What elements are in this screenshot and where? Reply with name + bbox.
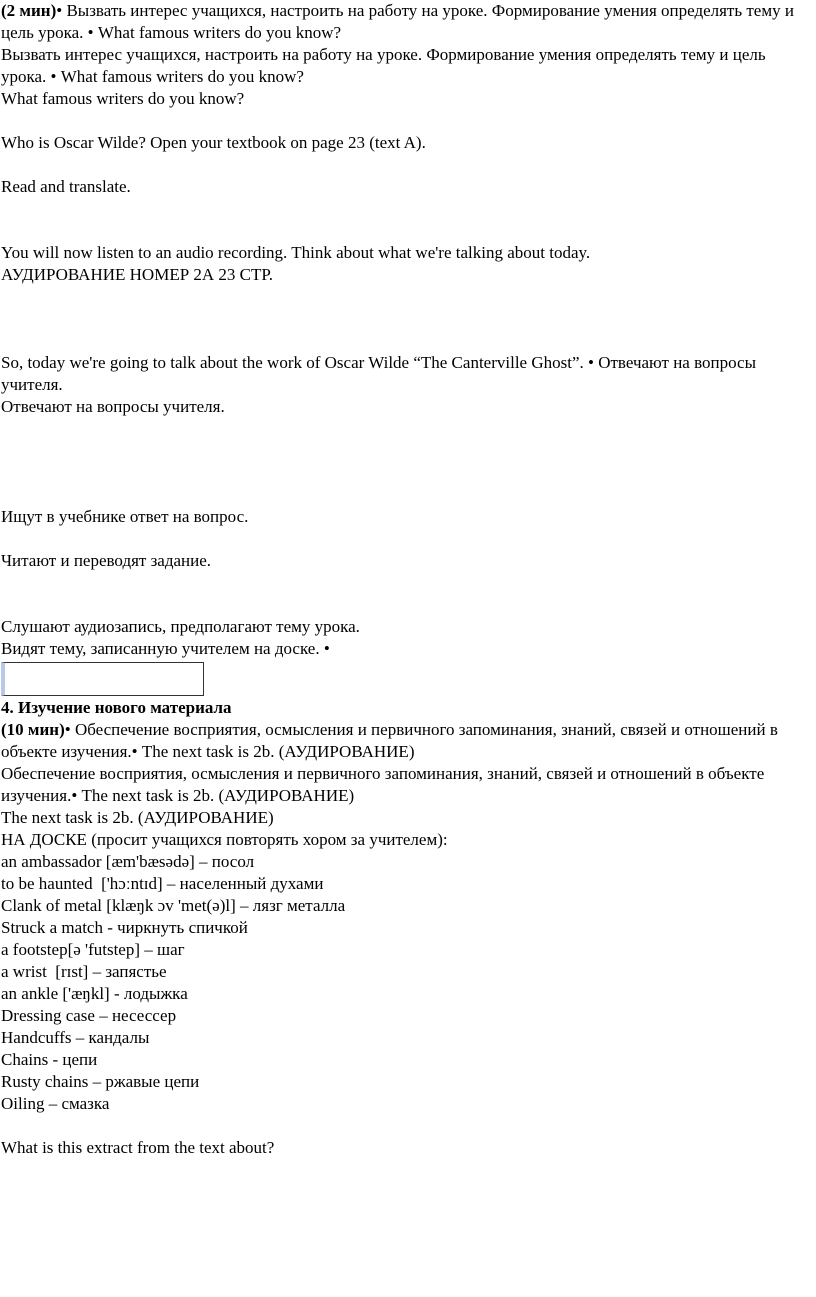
vocab-item: an ambassador [æm'bæsədə] – посол (1, 852, 255, 871)
vocab-item: Struck a match - чиркнуть спичкой (1, 918, 248, 937)
empty-table-cell (1, 662, 204, 696)
student-answer: Отвечают на вопросы учителя. (1, 397, 225, 416)
student-see-topic: Видят тему, записанную учителем на доске. • (1, 639, 330, 658)
vocab-item: an ankle ['æŋkl] - лодыжка (1, 984, 188, 1003)
vocab-item: Handcuffs – кандалы (1, 1028, 150, 1047)
paragraph-goals: (2 мин)• Вызвать интерес учащихся, настроить на работу на уроке. Формирование умения определять тему и цель урока. • What famous writers do you know? (1, 1, 799, 42)
paragraph-new-material-repeat: Обеспечение восприятия, осмысления и первичного запоминания, знаний, связей и отношений в объекте изучения.• The next task is 2b. (АУДИРОВАНИЕ) (1, 764, 769, 805)
vocab-item: Oiling – смазка (1, 1094, 110, 1113)
board-instruction: НА ДОСКЕ (просит учащихся повторять хором за учителем): (1, 830, 448, 849)
audio-task-label: АУДИРОВАНИЕ НОМЕР 2А 23 СТР. (1, 265, 273, 284)
vocab-item: to be haunted ['hɔːntɪd] – населенный духами (1, 874, 324, 893)
vocab-item: a wrist [rɪst] – запястье (1, 962, 167, 981)
next-task: The next task is 2b. (АУДИРОВАНИЕ) (1, 808, 274, 827)
paragraph-goals-repeat: Вызвать интерес учащихся, настроить на работу на уроке. Формирование умения определять тему и цель урока. • What famous writers do you know? (1, 45, 770, 86)
paragraph-new-material: (10 мин)• Обеспечение восприятия, осмысления и первичного запоминания, знаний, связей и отношений в объекте изучения.• The next task is 2b. (АУДИРОВАНИЕ) (1, 720, 783, 761)
vocab-item: Rusty chains – ржавые цепи (1, 1072, 200, 1091)
vocab-item: Dressing case – несессер (1, 1006, 177, 1025)
vocab-item: Clank of metal [klæŋk ɔv 'met(ə)l] – лязг металла (1, 896, 346, 915)
vocab-item: Chains - цепи (1, 1050, 98, 1069)
student-read: Читают и переводят задание. (1, 551, 212, 570)
vocab-item: a footstep[ə 'futstep] – шаг (1, 940, 185, 959)
question-oscar-wilde: Who is Oscar Wilde? Open your textbook on page 23 (text A). (1, 133, 426, 152)
student-listen: Слушают аудиозапись, предполагают тему урока. (1, 617, 360, 636)
instruction-read: Read and translate. (1, 177, 131, 196)
instruction-listen: You will now listen to an audio recording. Think about what we're talking about today. (1, 243, 591, 262)
vocabulary-list (1, 851, 814, 1115)
section-heading: 4. Изучение нового материала (1, 698, 232, 717)
question-writers: What famous writers do you know? (1, 89, 245, 108)
duration-label: (10 мин) (1, 720, 65, 739)
duration-label: (2 мин) (1, 1, 57, 20)
student-search: Ищут в учебнике ответ на вопрос. (1, 507, 249, 526)
topic-announcement: So, today we're going to talk about the work of Oscar Wilde “The Canterville Ghost”. • Отвечают на вопросы учителя. (1, 353, 761, 394)
question-extract: What is this extract from the text about? (1, 1138, 275, 1157)
